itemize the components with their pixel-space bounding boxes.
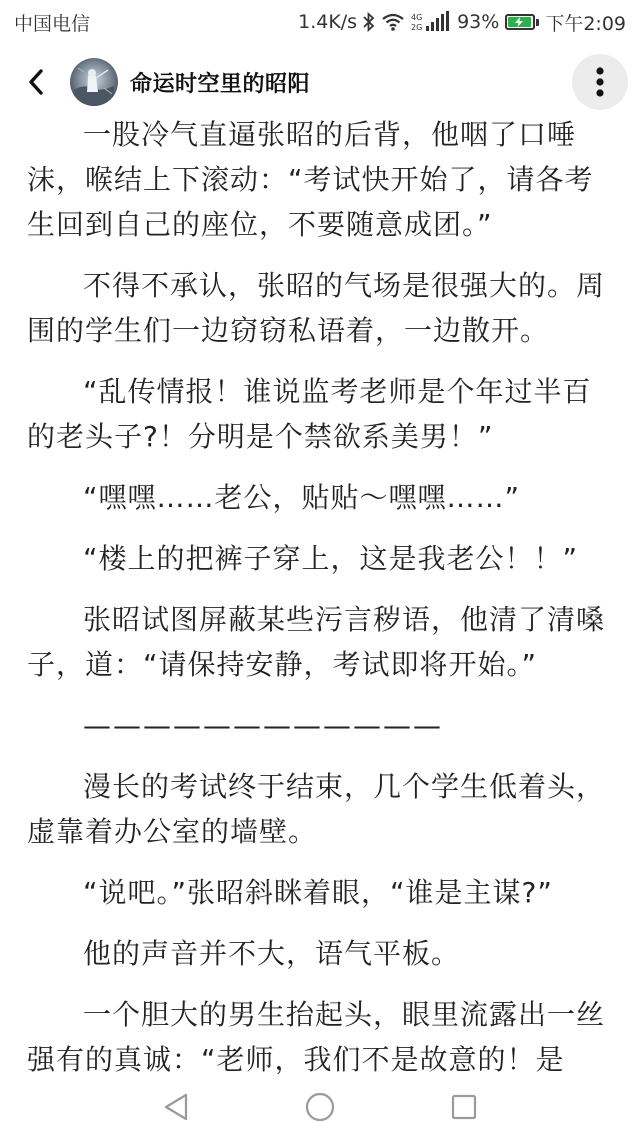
system-nav-bar [0,1076,640,1138]
back-button[interactable] [6,52,66,112]
wifi-icon [381,12,405,32]
paragraph-10: 一个胆大的男生抬起头，眼里流露出一丝强有的真诚：“老师，我们不是故意的！是 [27,998,606,1074]
paragraph-8: “说吧。”张昭斜眯着眼，“谁是主谋?” [83,876,553,909]
clock: 下午2:09 [545,12,626,35]
network-speed: 1.4K/s [298,11,358,33]
avatar[interactable] [70,58,118,106]
nav-recents-icon [450,1093,478,1121]
bluetooth-icon [363,12,375,32]
charging-bolt-icon [514,17,524,27]
app-bar [0,48,640,116]
paragraph-6: 张昭试图屏蔽某些污言秽语，他清了清嗓子，道：“请保持安静，考试即将开始。” [27,603,606,681]
status-right [298,9,626,36]
nav-back-icon [162,1092,190,1122]
back-icon [25,67,47,97]
paragraph-5: “楼上的把裤子穿上，这是我老公！！” [83,542,579,575]
more-icon [596,67,604,97]
battery-fill [508,17,530,27]
battery-cap [536,19,539,26]
section-divider: ———————————— [83,709,443,742]
paragraph-1: 一股冷气直逼张昭的后背，他咽了口唾沫，喉结上下滚动：“考试快开始了，请各考生回到自己的座位，不要随意成团。” [27,118,594,241]
chat-title: 命运时空里的昭阳 [130,71,311,97]
battery-icon [505,14,539,30]
article-body[interactable] [27,112,615,1074]
more-options-button[interactable] [572,54,628,110]
carrier-name: 中国电信 [14,12,91,35]
status-left [14,9,90,36]
nav-home-button[interactable] [298,1085,342,1129]
nav-home-icon [304,1091,336,1123]
signal-tag: 4G [411,13,423,22]
paragraph-9: 他的声音并不大，语气平板。 [83,937,461,970]
paragraph-2: 不得不承认，张昭的气场是很强大的。周围的学生们一边窃窃私语着，一边散开。 [27,269,606,347]
signal-tag-2: 2G [411,23,423,32]
paragraph-3: “乱传情报！谁说监考老师是个年过半百的老头子?！分明是个禁欲系美男！” [27,375,592,453]
signal-icon [411,11,451,33]
paragraph-4: “嘿嘿……老公，贴贴～嘿嘿……” [83,481,521,514]
nav-recents-button[interactable] [442,1085,486,1129]
battery-percent: 93% [457,11,500,33]
nav-back-button[interactable] [154,1085,198,1129]
battery-body [505,14,535,30]
status-bar [0,0,640,44]
paragraph-7: 漫长的考试终于结束，几个学生低着头，虚靠着办公室的墙壁。 [27,770,606,848]
